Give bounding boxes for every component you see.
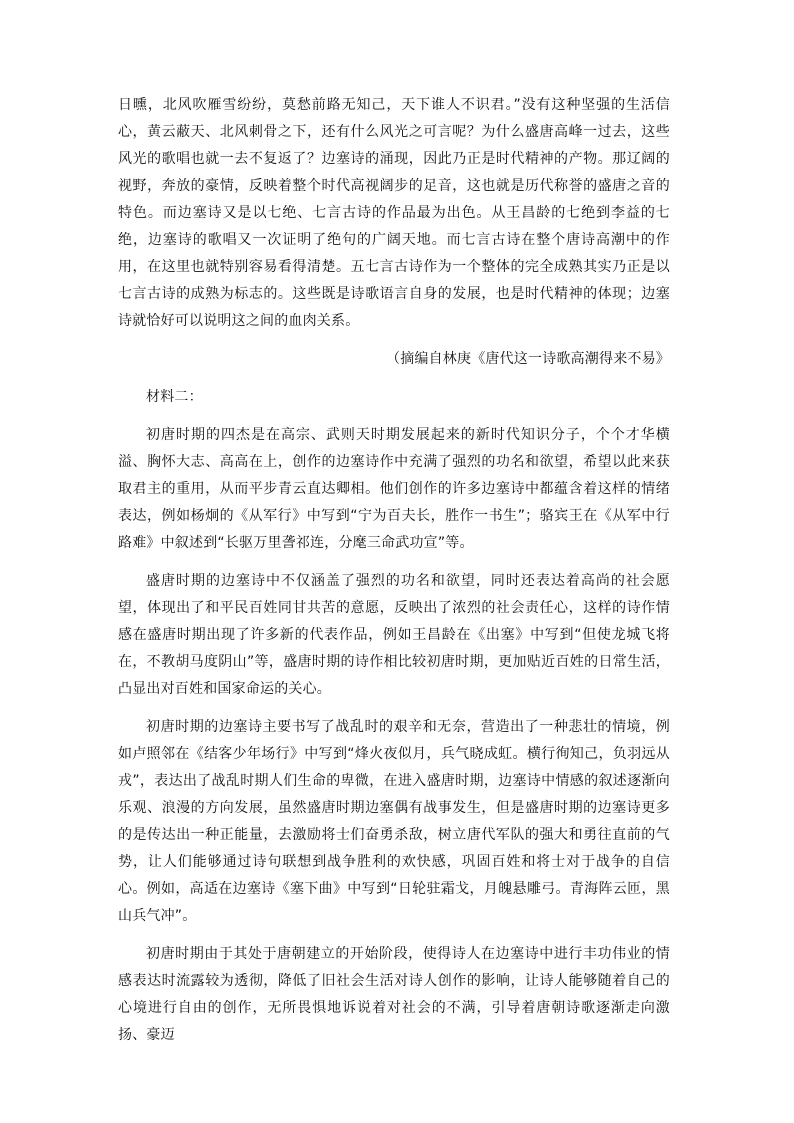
paragraph-material-one-end: 日曛，北风吹雁雪纷纷，莫愁前路无知己，天下谁人不识君。”没有这种坚强的生活信心，黄云蔽天、北风刺骨之下，还有什么风光之可言呢？为什么盛唐高峰一过去，这些风光的歌唱也就一去不复返了？边塞诗的涌现，因此乃正是时代精神的产物。那辽阔的视野，奔放的豪情，反映着整个时代高视阔步的足音，这也就是历代称誉的盛唐之音的特色。而边塞诗又是以七绝、七言古诗的作品最为出色。从王昌龄的七绝到李益的七绝，边塞诗的歌唱又一次证明了绝句的广阔天地。而七言古诗在整个唐诗高潮中的作用，在这里也就特别容易看得清楚。五七言古诗作为一个整体的完全成熟其实乃正是以七言古诗的成熟为标志的。这些既是诗歌语言自身的发展，也是时代精神的体现；边塞诗就恰好可以说明这之间的血肉关系。 (118, 97, 670, 329)
document-page (118, 92, 670, 1060)
section-label-material-two: 材料二： (146, 389, 203, 405)
paragraph-high-tang-ambition: 盛唐时期的边塞诗中不仅涵盖了强烈的功名和欲望，同时还表达着高尚的社会愿望，体现出了和平民百姓同甘共苦的意愿，反映出了浓烈的社会责任心，这样的诗作情感在盛唐时期出现了许多新的代表作品，例如王昌龄在《出塞》中写到“但使龙城飞将在，不教胡马度阴山”等，盛唐时期的诗作相比较初唐时期，更加贴近百姓的日常生活，凸显出对百姓和国家命运的关心。 (118, 573, 670, 697)
paragraph-early-tang-expression: 初唐时期由于其处于唐朝建立的开始阶段，使得诗人在边塞诗中进行丰功伟业的情感表达时流露较为透彻，降低了旧社会生活对诗人创作的影响，让诗人能够随着自己的心境进行自由的创作，无所畏惧地诉说着对社会的不满，引导着唐朝诗歌逐渐走向激扬、豪迈 (118, 946, 670, 1043)
paragraph-early-tang-four-talents: 初唐时期的四杰是在高宗、武则天时期发展起来的新时代知识分子，个个才华横溢、胸怀大志、高高在上，创作的边塞诗作中充满了强烈的功名和欲望，希望以此来获取君主的重用，从而平步青云直达卿相。他们创作的许多边塞诗中都蕴含着这样的情绪表达，例如杨炯的《从军行》中写到“宁为百夫长，胜作一书生”；骆宾王在《从军中行路难》中叙述到“长驱万里詟祁连，分麾三命武功宣”等。 (118, 427, 670, 551)
source-citation: （摘编自林庚《唐代这一诗歌高潮得来不易》 (386, 351, 670, 367)
paragraph-war-hardship: 初唐时期的边塞诗主要书写了战乱时的艰辛和无奈，营造出了一种悲壮的情境，例如卢照邻在《结客少年场行》中写到“烽火夜似月，兵气晓成虹。横行徇知己，负羽远从戎”，表达出了战乱时期人们生命的卑微，在进入盛唐时期，边塞诗中情感的叙述逐渐向乐观、浪漫的方向发展，虽然盛唐时期边塞偶有战事发生，但是盛唐时期的边塞诗更多的是传达出一种正能量，去激励将士们奋勇杀敌，树立唐代军队的强大和勇往直前的气势，让人们能够通过诗句联想到战争胜利的欢快感，巩固百姓和将士对于战争的自信心。例如，高适在边塞诗《塞下曲》中写到“日轮驻霜戈，月魄悬雕弓。青海阵云匝，黑山兵气冲”。 (118, 719, 670, 924)
